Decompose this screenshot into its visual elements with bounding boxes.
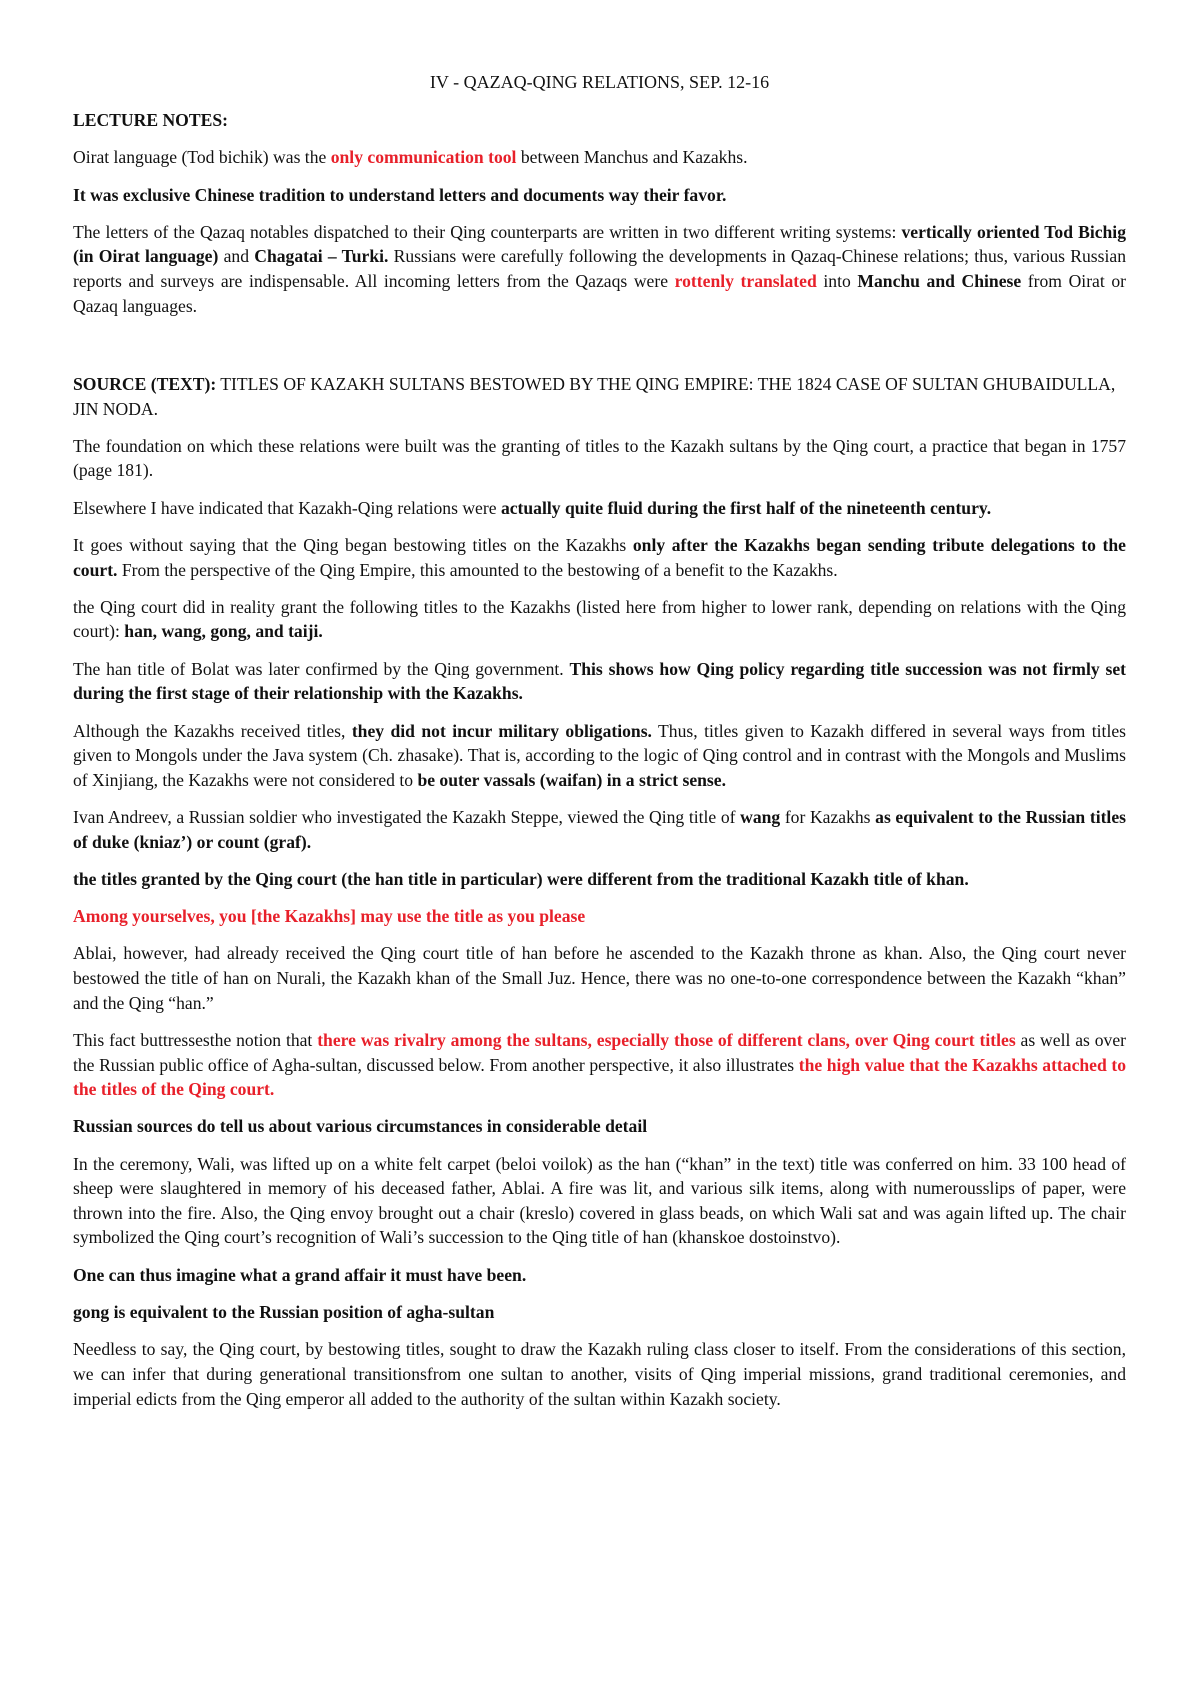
lecture-notes-heading: LECTURE NOTES: xyxy=(73,110,228,130)
paragraph-title-ranks: the Qing court did in reality grant the following titles to the Kazakhs (listed here from higher to lower rank, depending on relations with the Qing court): han, wang, gong, and taiji. xyxy=(73,596,1126,642)
paragraph-oirat-language: Oirat language (Tod bichik) was the only communication tool between Manchus and Kazakhs. xyxy=(73,147,748,168)
section-spacer xyxy=(73,331,1126,372)
paragraph-gong-agha-sultan: gong is equivalent to the Russian position of agha-sultan xyxy=(73,1302,495,1323)
source-heading: SOURCE (TEXT): TITLES OF KAZAKH SULTANS BESTOWED BY THE QING EMPIRE: THE 1824 CASE OF SULTAN GHUBAIDULLA, JIN NODA. xyxy=(73,373,1116,419)
paragraph-ceremony: In the ceremony, Wali, was lifted up on a white felt carpet (beloi voilok) as the han (“khan” in the text) title was conferred on him. 33 100 head of sheep were slaughtered in memory of his deceased father, Ablai. A fire was lit, and various silk items, along with numerousslips of paper, were thrown into the fire. Also, the Qing envoy brought out a chair (kreslo) covered in glass beads, on which Wali sat and was again lifted up. The chair symbolized the Qing court’s recognition of Wali’s succession to the Qing title of han (khanskoe dostoinstvo). xyxy=(73,1153,1126,1248)
paragraph-fluid-relations: Elsewhere I have indicated that Kazakh-Qing relations were actually quite fluid during the first half of the nineteenth century. xyxy=(73,497,992,518)
highlight-red: only communication tool xyxy=(330,147,517,168)
paragraph-russian-sources: Russian sources do tell us about various circumstances in considerable detail xyxy=(73,1116,648,1137)
highlight-red: the high value that the Kazakhs attached to the titles of the Qing court. xyxy=(73,1054,1127,1100)
paragraph-military-obligations: Although the Kazakhs received titles, they did not incur military obligations. Thus, titles given to Kazakh differed in several ways from titles given to Mongols under the Java system (Ch. zhasake). That is, according to the logic of Qing control and in contrast with the Mongols and Muslims of Xinjiang, the Kazakhs were not considered to be outer vassals (waifan) in a strict sense. xyxy=(73,720,1126,790)
highlight-red: there was rivalry among the sultans, especially those of different clans, over Qing court titles xyxy=(317,1029,1016,1050)
paragraph-conclusion: Needless to say, the Qing court, by bestowing titles, sought to draw the Kazakh ruling class closer to itself. From the considerations of this section, we can infer that during generational transitionsfrom one sultan to another, visits of Qing imperial missions, grand traditional ceremonies, and imperial edicts from the Qing emperor all added to the authority of the sultan within Kazakh society. xyxy=(73,1339,1126,1409)
paragraph-bolat-han: The han title of Bolat was later confirmed by the Qing government. This shows how Qing policy regarding title succession was not firmly set during the first stage of their relationship with the Kazakhs. xyxy=(73,658,1126,704)
paragraph-han-vs-khan: the titles granted by the Qing court (the han title in particular) were different from the traditional Kazakh title of khan. xyxy=(73,868,969,889)
paragraph-rivalry: This fact buttressesthe notion that there was rivalry among the sultans, especially those of different clans, over Qing court titles as well as over the Russian public office of Agha-sultan, discussed below. From another perspective, it also illustrates the high value that the Kazakhs attached to the titles of the Qing court. xyxy=(73,1029,1127,1100)
page-title: IV - QAZAQ-QING RELATIONS, SEP. 12-16 xyxy=(429,72,770,92)
paragraph-foundation: The foundation on which these relations were built was the granting of titles to the Kazakh sultans by the Qing court, a practice that began in 1757 (page 181). xyxy=(73,435,1126,481)
paragraph-grand-affair: One can thus imagine what a grand affair it must have been. xyxy=(73,1264,527,1285)
highlight-red: rottenly translated xyxy=(674,271,817,292)
paragraph-quote-red: Among yourselves, you [the Kazakhs] may use the title as you please xyxy=(73,906,586,927)
paragraph-writing-systems: The letters of the Qazaq notables dispatched to their Qing counterparts are written in two different writing systems: vertically oriented Tod Bichig (in Oirat language) and Chagatai – Turki. Russians were carefully following the developments in Qazaq-Chinese relations; thus, various Russian reports and surveys are indispensable. All incoming letters from the Qazaqs were rottenly translated into Manchu and Chinese from Oirat or Qazaq languages. xyxy=(73,221,1127,316)
paragraph-chinese-tradition: It was exclusive Chinese tradition to understand letters and documents way their favor. xyxy=(73,184,727,205)
paragraph-ablai: Ablai, however, had already received the Qing court title of han before he ascended to the Kazakh throne as khan. Also, the Qing court never bestowed the title of han on Nurali, the Kazakh khan of the Small Juz. Hence, there was no one-to-one correspondence between the Kazakh “khan” and the Qing “han.” xyxy=(73,943,1126,1013)
paragraph-ivan-andreev: Ivan Andreev, a Russian soldier who investigated the Kazakh Steppe, viewed the Qing title of wang for Kazakhs as equivalent to the Russian titles of duke (kniaz’) or count (graf). xyxy=(73,807,1126,852)
paragraph-tribute-delegations: It goes without saying that the Qing began bestowing titles on the Kazakhs only after the Kazakhs began sending tribute delegations to the court. From the perspective of the Qing Empire, this amounted to the bestowing of a benefit to the Kazakhs. xyxy=(73,534,1126,580)
